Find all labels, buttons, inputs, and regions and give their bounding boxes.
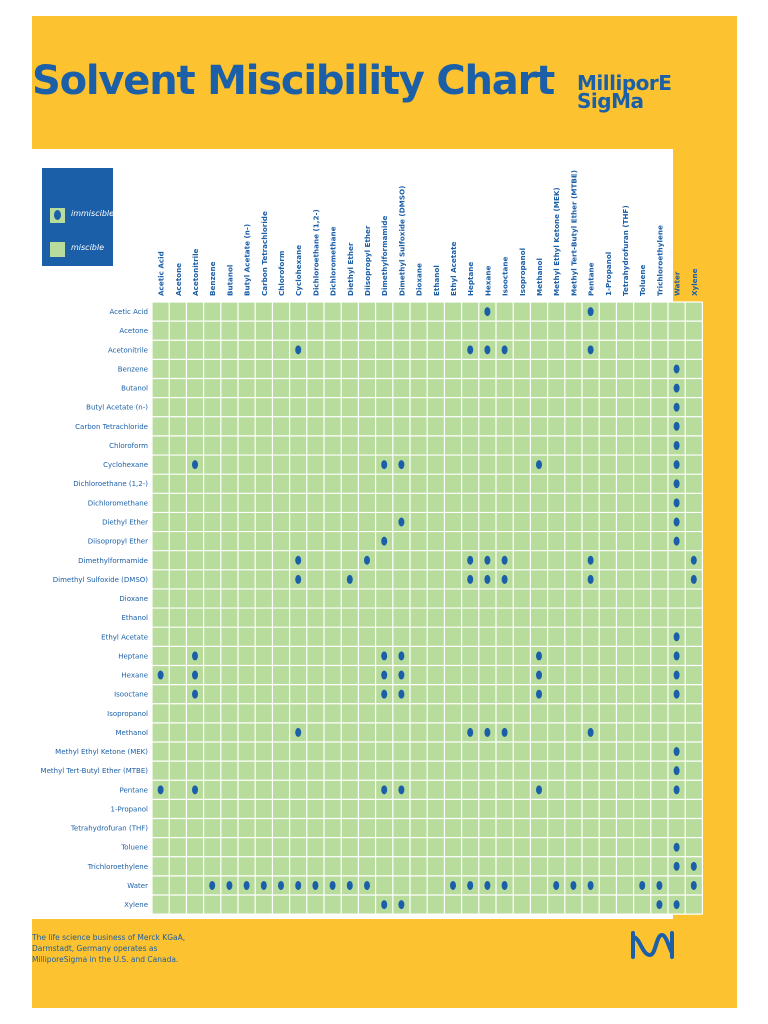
footer-line-3: MilliporeSigma in the U.S. and Canada. [32, 955, 179, 964]
immiscible-dot-methanol-cyclohexane [295, 728, 301, 737]
row-label-carbon-tetrachloride: Carbon Tetrachloride [75, 422, 148, 431]
legend-miscible-swatch [50, 242, 65, 257]
row-label-dimethyl-sulfoxide-dmso: Dimethyl Sulfoxide (DMSO) [52, 575, 148, 584]
immiscible-dot-dichloroethane-1-2-water [674, 479, 680, 488]
row-label-chloroform: Chloroform [109, 441, 148, 450]
immiscible-dot-xylene-trichloroethylene [656, 900, 662, 909]
column-label-diethyl-ether: Diethyl Ether [345, 242, 355, 296]
immiscible-dot-pentane-water [674, 785, 680, 794]
row-label-benzene: Benzene [117, 365, 148, 374]
immiscible-dot-water-dichloroethane-1-2 [312, 881, 318, 890]
legend-miscible-label: miscible [71, 243, 105, 252]
immiscible-dot-xylene-dimethyl-sulfoxide-dmso [398, 900, 404, 909]
immiscible-dot-pentane-acetic-acid [158, 785, 164, 794]
column-label-dichloromethane: Dichloromethane [328, 226, 338, 296]
immiscible-dot-acetic-acid-pentane [588, 307, 594, 316]
row-label-xylene: Xylene [124, 901, 148, 910]
row-label-dimethylformamide: Dimethylformamide [78, 556, 148, 565]
column-label-toluene: Toluene [638, 264, 648, 296]
immiscible-dot-water-benzene [209, 881, 215, 890]
immiscible-dot-acetonitrile-isooctane [502, 345, 508, 354]
immiscible-dot-xylene-dimethylformamide [381, 900, 387, 909]
immiscible-dot-methanol-isooctane [502, 728, 508, 737]
immiscible-dot-isooctane-dimethylformamide [381, 690, 387, 699]
row-label-dioxane: Dioxane [119, 595, 148, 604]
immiscible-dot-water-butanol [226, 881, 232, 890]
legend-immiscible-swatch [50, 208, 65, 223]
logo-line-2: SigMa [577, 89, 644, 113]
immiscible-dot-water-trichloroethylene [656, 881, 662, 890]
immiscible-dot-heptane-acetonitrile [192, 651, 198, 660]
immiscible-dot-heptane-methanol [536, 651, 542, 660]
immiscible-dot-water-diethyl-ether [347, 881, 353, 890]
row-label-heptane: Heptane [118, 652, 148, 661]
row-label-toluene: Toluene [121, 843, 148, 852]
immiscible-dot-hexane-dimethylformamide [381, 671, 387, 680]
column-label-acetic-acid: Acetic Acid [156, 251, 166, 296]
legend [42, 168, 113, 266]
logo-line-1: MilliporE [577, 71, 672, 95]
immiscible-dot-trichloroethylene-water [674, 862, 680, 871]
immiscible-dot-methanol-hexane [484, 728, 490, 737]
column-label-acetonitrile: Acetonitrile [191, 248, 200, 296]
immiscible-dot-isooctane-dimethyl-sulfoxide-dmso [398, 690, 404, 699]
column-label-cyclohexane: Cyclohexane [294, 244, 304, 296]
row-label-acetone: Acetone [119, 327, 148, 336]
immiscible-dot-acetonitrile-hexane [484, 345, 490, 354]
immiscible-dot-xylene-water [674, 900, 680, 909]
immiscible-dot-benzene-water [674, 364, 680, 373]
row-label-water: Water [127, 881, 148, 890]
immiscible-dot-cyclohexane-dimethylformamide [381, 460, 387, 469]
immiscible-dot-cyclohexane-acetonitrile [192, 460, 198, 469]
row-label-dichloromethane: Dichloromethane [87, 499, 148, 508]
column-label-xylene: Xylene [689, 268, 699, 296]
immiscible-dot-cyclohexane-water [674, 460, 680, 469]
column-label-heptane: Heptane [466, 261, 476, 296]
row-label-dichloroethane-1-2: Dichloroethane (1,2-) [73, 480, 148, 489]
column-label-butanol: Butanol [225, 264, 235, 296]
column-label-trichloroethylene: Trichloroethylene [655, 225, 665, 296]
immiscible-dot-dimethyl-sulfoxide-dmso-heptane [467, 575, 473, 584]
immiscible-dot-diethyl-ether-water [674, 517, 680, 526]
column-label-dioxane: Dioxane [414, 263, 424, 296]
immiscible-dot-dimethylformamide-xylene [691, 556, 697, 565]
row-label-diisopropyl-ether: Diisopropyl Ether [87, 537, 148, 546]
immiscible-dot-isooctane-water [674, 690, 680, 699]
row-label-methanol: Methanol [115, 728, 148, 737]
immiscible-dot-icon [54, 210, 61, 220]
immiscible-dot-methyl-ethyl-ketone-mek-water [674, 747, 680, 756]
immiscible-dot-dimethyl-sulfoxide-dmso-isooctane [502, 575, 508, 584]
immiscible-dot-dimethylformamide-cyclohexane [295, 556, 301, 565]
row-label-pentane: Pentane [119, 786, 148, 795]
immiscible-dot-water-chloroform [278, 881, 284, 890]
immiscible-dot-trichloroethylene-xylene [691, 862, 697, 871]
row-label-isooctane: Isooctane [114, 690, 148, 699]
row-label-ethanol: Ethanol [121, 614, 148, 623]
immiscible-dot-ethyl-acetate-water [674, 632, 680, 641]
column-label-hexane: Hexane [483, 265, 493, 296]
column-label-dimethyl-sulfoxide-dmso: Dimethyl Sulfoxide (DMSO) [397, 185, 407, 296]
immiscible-dot-water-isooctane [502, 881, 508, 890]
immiscible-dot-water-cyclohexane [295, 881, 301, 890]
immiscible-dot-acetonitrile-pentane [588, 345, 594, 354]
immiscible-dot-dimethylformamide-hexane [484, 556, 490, 565]
immiscible-dot-water-butyl-acetate-n [244, 881, 250, 890]
immiscible-dot-cyclohexane-methanol [536, 460, 542, 469]
immiscible-dot-dimethylformamide-diisopropyl-ether [364, 556, 370, 565]
immiscible-dot-butyl-acetate-n-water [674, 403, 680, 412]
immiscible-dot-dimethyl-sulfoxide-dmso-pentane [588, 575, 594, 584]
column-label-butyl-acetate-n: Butyl Acetate (n-) [242, 223, 252, 296]
immiscible-dot-water-dichloromethane [330, 881, 336, 890]
footer-text [32, 932, 232, 965]
row-label-methyl-tert-butyl-ether-mtbe: Methyl Tert-Butyl Ether (MTBE) [40, 767, 148, 776]
column-label-dimethylformamide: Dimethylformamide [380, 215, 390, 296]
merck-m-logo-icon [628, 925, 678, 965]
legend-immiscible-label: immiscible [71, 209, 115, 218]
column-label-chloroform: Chloroform [277, 250, 286, 296]
immiscible-dot-diisopropyl-ether-water [674, 537, 680, 546]
row-label-1-propanol: 1-Propanol [110, 805, 148, 814]
column-label-isooctane: Isooctane [500, 256, 510, 296]
column-label-ethanol: Ethanol [431, 265, 441, 296]
column-label-tetrahydrofuran-thf: Tetrahydrofuran (THF) [621, 205, 630, 296]
immiscible-dot-pentane-methanol [536, 785, 542, 794]
column-label-pentane: Pentane [586, 262, 596, 296]
row-label-tetrahydrofuran-thf: Tetrahydrofuran (THF) [70, 824, 148, 833]
immiscible-dot-chloroform-water [674, 441, 680, 450]
immiscible-dot-isooctane-acetonitrile [192, 690, 198, 699]
immiscible-dot-water-methyl-ethyl-ketone-mek [553, 881, 559, 890]
immiscible-dot-water-methyl-tert-butyl-ether-mtbe [570, 881, 576, 890]
row-label-methyl-ethyl-ketone-mek: Methyl Ethyl Ketone (MEK) [55, 748, 148, 757]
immiscible-dot-dimethylformamide-pentane [588, 556, 594, 565]
immiscible-dot-carbon-tetrachloride-water [674, 422, 680, 431]
immiscible-dot-dimethylformamide-heptane [467, 556, 473, 565]
row-label-isopropanol: Isopropanol [107, 709, 148, 718]
column-label-methyl-tert-butyl-ether-mtbe: Methyl Tert-Butyl Ether (MTBE) [569, 169, 579, 296]
immiscible-dot-hexane-dimethyl-sulfoxide-dmso [398, 671, 404, 680]
immiscible-dot-diisopropyl-ether-dimethylformamide [381, 537, 387, 546]
immiscible-dot-dimethyl-sulfoxide-dmso-xylene [691, 575, 697, 584]
row-label-ethyl-acetate: Ethyl Acetate [101, 633, 148, 642]
immiscible-dot-acetonitrile-heptane [467, 345, 473, 354]
immiscible-dot-hexane-water [674, 671, 680, 680]
row-label-trichloroethylene: Trichloroethylene [87, 862, 148, 871]
immiscible-dot-diethyl-ether-dimethyl-sulfoxide-dmso [398, 517, 404, 526]
immiscible-dot-water-xylene [691, 881, 697, 890]
immiscible-dot-dimethyl-sulfoxide-dmso-hexane [484, 575, 490, 584]
immiscible-dot-pentane-acetonitrile [192, 785, 198, 794]
footer-line-2: Darmstadt, Germany operates as [32, 944, 158, 953]
column-label-water: Water [672, 271, 682, 296]
row-label-diethyl-ether: Diethyl Ether [102, 518, 148, 527]
immiscible-dot-butanol-water [674, 384, 680, 393]
column-label-diisopropyl-ether: Diisopropyl Ether [363, 225, 372, 296]
immiscible-dot-pentane-dimethylformamide [381, 785, 387, 794]
immiscible-dot-cyclohexane-dimethyl-sulfoxide-dmso [398, 460, 404, 469]
immiscible-dot-water-hexane [484, 881, 490, 890]
row-label-acetic-acid: Acetic Acid [109, 308, 148, 317]
immiscible-dot-hexane-methanol [536, 671, 542, 680]
immiscible-dot-dichloromethane-water [674, 498, 680, 507]
immiscible-dot-acetic-acid-hexane [484, 307, 490, 316]
chart-title: Solvent Miscibility Chart [32, 58, 555, 104]
immiscible-dot-toluene-water [674, 843, 680, 852]
row-label-butanol: Butanol [121, 384, 148, 393]
row-label-cyclohexane: Cyclohexane [103, 461, 148, 470]
immiscible-dot-water-pentane [588, 881, 594, 890]
immiscible-dot-acetonitrile-cyclohexane [295, 345, 301, 354]
column-label-methanol: Methanol [535, 258, 544, 296]
immiscible-dot-hexane-acetonitrile [192, 671, 198, 680]
column-label-acetone: Acetone [173, 262, 183, 296]
column-label-carbon-tetrachloride: Carbon Tetrachloride [259, 211, 269, 296]
immiscible-dot-water-toluene [639, 881, 645, 890]
immiscible-dot-methanol-heptane [467, 728, 473, 737]
immiscible-dot-hexane-acetic-acid [158, 671, 164, 680]
footer-line-1: The life science business of Merck KGaA, [32, 933, 186, 942]
row-label-acetonitrile: Acetonitrile [107, 346, 148, 355]
column-label-1-propanol: 1-Propanol [603, 251, 613, 296]
immiscible-dot-dimethyl-sulfoxide-dmso-cyclohexane [295, 575, 301, 584]
immiscible-dot-heptane-dimethylformamide [381, 651, 387, 660]
immiscible-dot-pentane-dimethyl-sulfoxide-dmso [398, 785, 404, 794]
column-label-benzene: Benzene [208, 261, 218, 296]
column-label-isopropanol: Isopropanol [517, 247, 527, 296]
immiscible-dot-water-carbon-tetrachloride [261, 881, 267, 890]
immiscible-dot-dimethylformamide-isooctane [502, 556, 508, 565]
immiscible-dot-heptane-water [674, 651, 680, 660]
immiscible-dot-dimethyl-sulfoxide-dmso-diethyl-ether [347, 575, 353, 584]
immiscible-dot-methanol-pentane [588, 728, 594, 737]
immiscible-dot-methyl-tert-butyl-ether-mtbe-water [674, 766, 680, 775]
column-label-methyl-ethyl-ketone-mek: Methyl Ethyl Ketone (MEK) [552, 187, 562, 296]
immiscible-dot-water-diisopropyl-ether [364, 881, 370, 890]
row-label-butyl-acetate-n: Butyl Acetate (n-) [86, 403, 148, 412]
column-label-ethyl-acetate: Ethyl Acetate [449, 241, 458, 296]
immiscible-dot-water-heptane [467, 881, 473, 890]
row-label-hexane: Hexane [121, 671, 148, 680]
immiscible-dot-water-ethyl-acetate [450, 881, 456, 890]
immiscible-dot-isooctane-methanol [536, 690, 542, 699]
immiscible-dot-heptane-dimethyl-sulfoxide-dmso [398, 651, 404, 660]
column-label-dichloroethane-1-2: Dichloroethane (1,2-) [311, 209, 321, 296]
